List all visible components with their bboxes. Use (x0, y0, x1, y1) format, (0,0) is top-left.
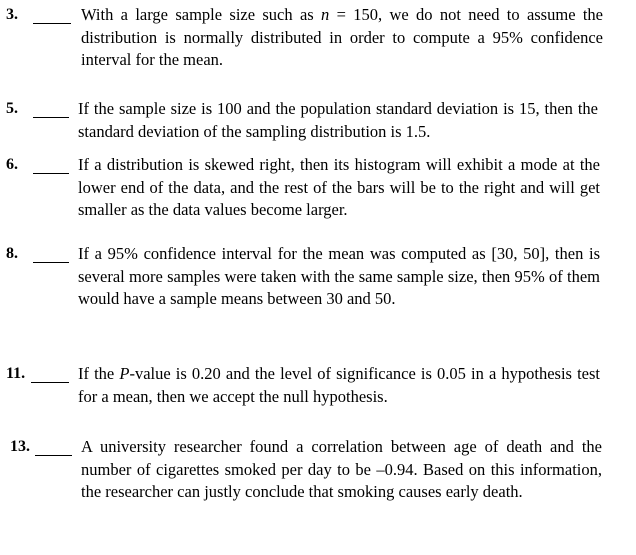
question-number: 5. (6, 100, 18, 117)
question-text: A university researcher found a correlation between age of death and the number of cigarettes smoked per day to be –0.94. Based on this information, the researcher can justly conclude that smoking causes early death. (81, 437, 602, 501)
question-text: If the P-value is 0.20 and the level of significance is 0.05 in a hypothesis test for a mean, then we accept the null hypothesis. (78, 364, 600, 406)
answer-blank[interactable] (33, 262, 69, 263)
answer-blank[interactable] (33, 117, 69, 118)
answer-blank[interactable] (31, 382, 69, 383)
question-text: If the sample size is 100 and the population standard deviation is 15, then the standard deviation of the sampling distribution is 1.5. (78, 99, 598, 141)
question-text: If a distribution is skewed right, then its histogram will exhibit a mode at the lower end of the data, and the rest of the bars will be to the right and will get smaller as the data values become larger. (78, 155, 600, 219)
question-number: 6. (6, 156, 18, 173)
answer-blank[interactable] (33, 173, 69, 174)
question-text: With a large sample size such as n = 150, we do not need to assume the distribution is normally distributed in order to compute a 95% confidence interval for the mean. (81, 5, 604, 69)
question-text: If a 95% confidence interval for the mean was computed as [30, 50], then is several more samples were taken with the same sample size, then 95% of them would have a sample means between 30 and 50. (78, 244, 600, 308)
answer-blank[interactable] (33, 23, 71, 24)
question-number: 8. (6, 245, 18, 262)
question-number: 3. (6, 6, 18, 23)
question-number: 11. (6, 365, 26, 382)
question-number: 13. (10, 438, 30, 455)
answer-blank[interactable] (35, 455, 72, 456)
